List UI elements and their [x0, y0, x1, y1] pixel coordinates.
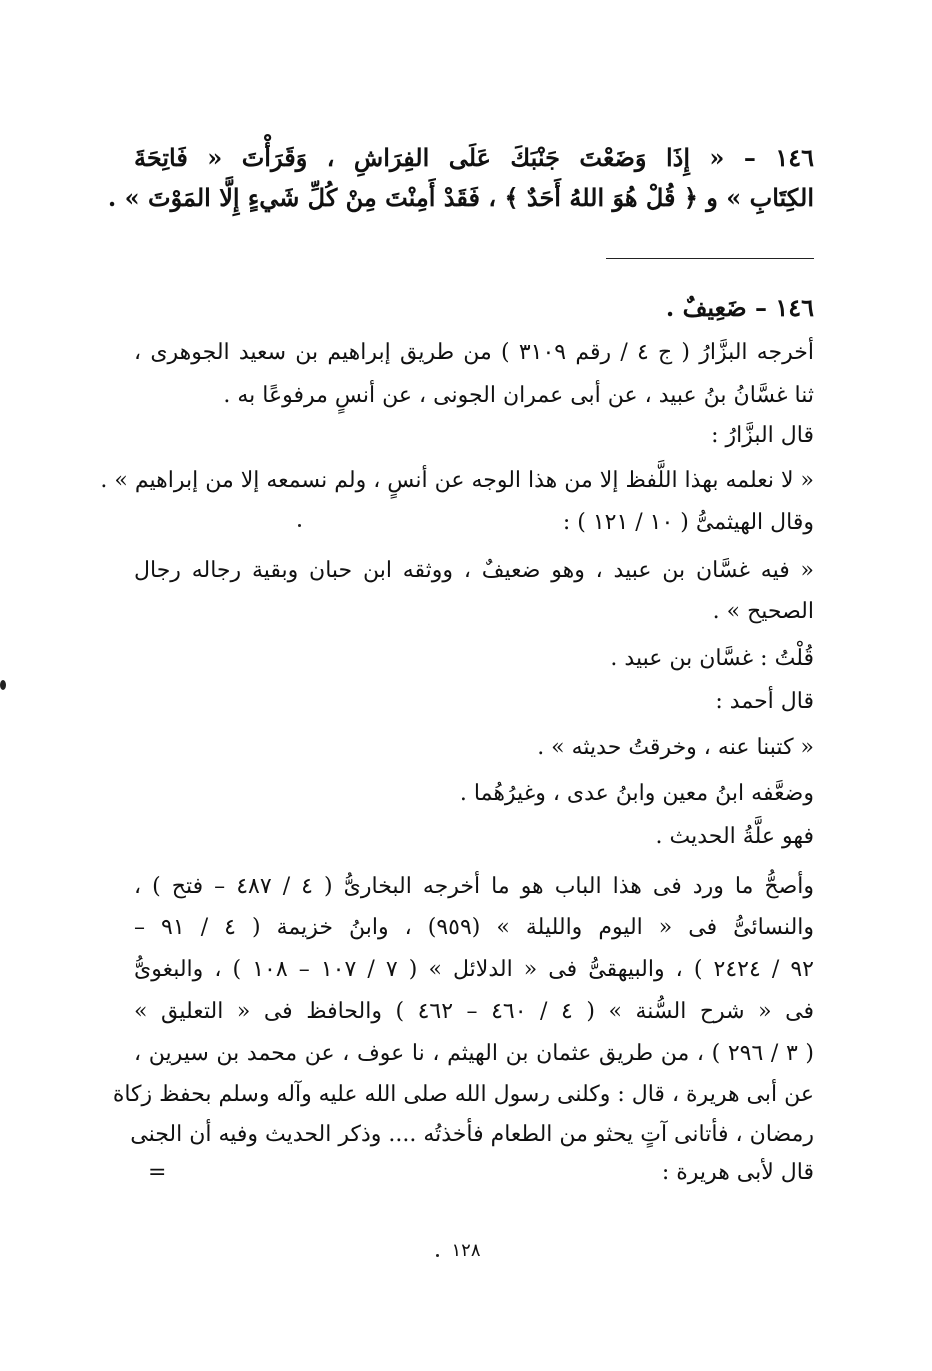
hadith-text-line-2: الكِتَابِ » و ﴿ قُلْ هُوَ اللهُ أَحَدٌ ﴾ ، فَقَدْ أَمِنْتَ مِنْ كُلِّ شَيءٍ إِلَّا المَوْتَ » . [107, 183, 814, 212]
commentary-line: « فيه غسَّان بن عبيد ، وهو ضعيفٌ ، ووثقه ابن حبان وبقية رجاله رجال [134, 558, 814, 583]
commentary-line: ٩٢ / ٢٤٢٤ ) ، والبيهقىُّ فى « الدلائل » ( ٧ / ١٠٧ – ١٠٨ ) ، والبغوىُّ [134, 957, 814, 982]
commentary-line: وقال الهيثمىُّ ( ١٠ / ١٢١ ) : [562, 510, 814, 535]
commentary-line: عن أبى هريرة ، قال : وكلنى رسول الله صلى الله عليه وآله وسلم بحفظ زكاة [112, 1082, 814, 1107]
commentary-line: « لا نعلمه بهذا اللَّفظ إلا من هذا الوجه عن أنسٍ ، ولم نسمعه إلا من إبراهيم » . [100, 468, 814, 493]
commentary-line: وضعَّفه ابنُ معين وابنُ عدى ، وغيرُهُما . [459, 781, 814, 806]
continuation-mark: = [148, 1160, 167, 1185]
commentary-line: « كتبنا عنه ، وخرقتُ حديثه » . [537, 735, 814, 760]
commentary-line: ( ٣ / ٢٩٦ ) ، من طريق عثمان بن الهيثم ، نا عوف ، عن محمد بن سيرين ، [134, 1041, 814, 1066]
footnote-separator [606, 258, 814, 259]
page-number: ١٢٨ [451, 1240, 481, 1261]
commentary-line: قال لأبى هريرة : [661, 1160, 814, 1185]
hadith-text-line-1: ١٤٦ – « إِذَا وَضَعْتَ جَنْبَكَ عَلَى الفِرَاشِ ، وَقَرَأْتَ « فَاتِحَةَ [134, 143, 814, 172]
commentary-line: الصحيح » . [712, 599, 814, 624]
commentary-line: قال البزَّارُ : [711, 423, 814, 448]
commentary-line: فهو علَّةُ الحديث . [655, 824, 814, 849]
commentary-line: رمضان ، فأتانى آتٍ يحثو من الطعام فأخذتُه .... وذكر الحديث وفيه أن الجنى [130, 1122, 814, 1147]
commentary-line: والنسائىُّ فى « اليوم والليلة » (٩٥٩) ، وابنُ خزيمة ( ٤ / ٩١ – [134, 915, 815, 940]
commentary-line: ثنا غسَّانُ بنُ عبيد ، عن أبى عمران الجونى ، عن أنسٍ مرفوعًا به . [223, 383, 814, 408]
commentary-line: أخرجه البزَّارُ ( ج ٤ / رقم ٣١٠٩ ) من طريق إبراهيم بن سعيد الجوهرى ، [134, 340, 814, 365]
commentary-line: وأصحُّ ما ورد فى هذا الباب هو ما أخرجه البخارىُّ ( ٤ / ٤٨٧ – فتح ) ، [134, 874, 815, 899]
scan-speck [0, 680, 6, 690]
commentary-line: قُلْتُ : غسَّان بن عبيد . [610, 646, 814, 671]
scan-speck [436, 1254, 439, 1257]
scan-speck [298, 524, 301, 527]
commentary-line: فى « شرح السُّنة » ( ٤ / ٤٦٠ – ٤٦٢ ) والحافظ فى « التعليق » [134, 999, 814, 1024]
commentary-line: قال أحمد : [715, 689, 814, 714]
grading-heading: ١٤٦ – ضَعِيفٌ . [665, 293, 814, 322]
